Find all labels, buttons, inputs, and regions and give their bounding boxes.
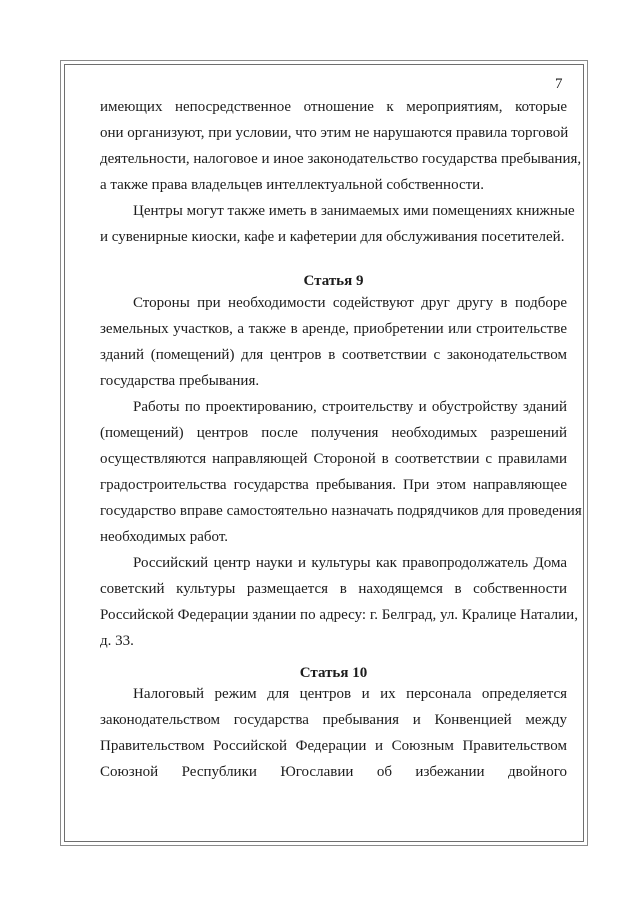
paragraph [100,290,567,394]
text-line: осуществляются направляющей Стороной в соответствии с правилами [100,451,567,467]
paragraph [100,198,575,250]
text-line: и сувенирные киоски, кафе и кафетерии для обслуживания посетителей. [100,229,565,245]
paragraph [100,94,582,198]
text-line: Союзной Республики Югославии об избежании двойного [100,764,567,780]
text-line: Российский центр науки и культуры как правопродолжатель Дома [133,555,567,571]
paragraph [100,681,567,785]
text-line: зданий (помещений) для центров в соответствии с законодательством [100,347,567,363]
text-line: Стороны при необходимости содействуют друг другу в подборе [133,295,567,311]
text-line: Российской Федерации здании по адресу: г. Белград, ул. Кралице Наталии, [100,607,578,623]
text-line: необходимых работ. [100,529,228,545]
text-line: Работы по проектированию, строительству и обустройству зданий [133,399,567,415]
text-line: государства пребывания. [100,373,260,389]
text-line: а также права владельцев интеллектуальной собственности. [100,177,484,193]
text-line: имеющих непосредственное отношение к мероприятиям, которые [100,99,567,115]
text-line: Налоговый режим для центров и их персонала определяется [133,686,567,702]
paragraph [100,394,582,550]
text-line: Центры могут также иметь в занимаемых ими помещениях книжные [133,203,575,219]
article-heading: Статья 10 [299,665,368,681]
text-line: советский культуры размещается в находящемся в собственности [100,581,567,597]
text-line: градостроительства государства пребывания. При этом направляющее [100,477,567,493]
text-line: Правительством Российской Федерации и Союзным Правительством [100,738,567,754]
text-line: законодательством государства пребывания и Конвенцией между [100,712,567,728]
text-line: государство вправе самостоятельно назначать подрядчиков для проведения [100,503,582,519]
text-line: земельных участков, а также в аренде, приобретении или строительстве [100,321,567,337]
text-line: деятельности, налоговое и иное законодательство государства пребывания, [100,151,582,167]
paragraph [100,550,578,654]
text-line: (помещений) центров после получения необходимых разрешений [100,425,567,441]
article-heading: Статья 9 [303,273,364,289]
page-number: 7 [555,76,563,92]
text-line: они организуют, при условии, что этим не нарушаются правила торговой [100,125,569,141]
text-line: д. 33. [100,633,134,649]
